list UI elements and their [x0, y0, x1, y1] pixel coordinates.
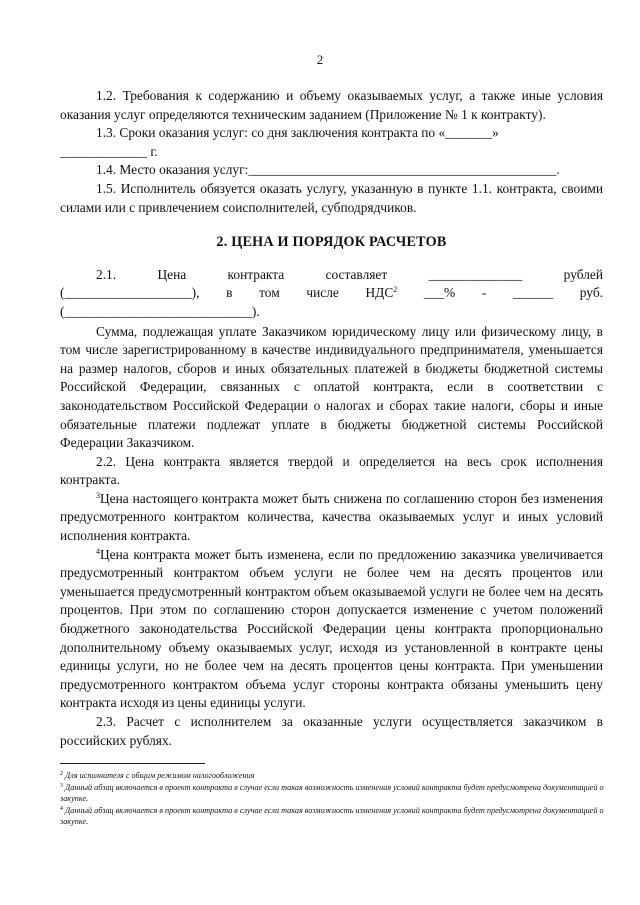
clause-1-5: 1.5. Исполнитель обязуется оказать услугу, указанную в пункте 1.1. контракта, своими силами или с привлечением соисполнителей, субподрядчиков. — [60, 180, 603, 215]
price-change-text: Цена контракта может быть изменена, если по предложению заказчика увеличивается предусмотренный контрактом объем услуги не более чем на десять процентов или уменьшается предусмотренный контрактом объем оказываемой услуги не более чем на десять процентов. При этом по соглашению сторон допускается изменение с учетом положений бюджетного законодательства Российской Федерации цены контракта пропорционально дополнительному объему оказываемых услуг, исходя из установленной в контракте цены единицы услуги, но не более чем на десять процентов цены контракта. При уменьшении предусмотренного контрактом объема услуг стороны контракта обязаны уменьшить цену контракта исходя из цены единицы услуги. — [60, 546, 603, 711]
page-number: 2 — [316, 52, 324, 67]
vat-text: НДС — [365, 285, 394, 301]
clause-2-1-word: том — [259, 285, 280, 301]
clause-1-3-quote: » — [492, 125, 499, 141]
clause-2-1-line-3: (____________________________). — [60, 303, 260, 319]
sum-paragraph: Сумма, подлежащая уплате Заказчиком юридическому лицу или физическому лицу, в том числе зарегистрированному в качестве индивидуального предпринимателя, уменьшается на размер налогов, сборов и иных обязательных платежей в бюджеты бюджетной системы Российской Федерации, связанных с оплатой контракта, если в соответствии с законодательством Российской Федерации о налогах и сборах такие налоги, сборы и иные обязательные платежи подлежат уплате в бюджеты бюджетной системы Российской Федерации Заказчиком. — [60, 323, 603, 451]
clause-2-1-word: рублей — [563, 266, 603, 282]
footnote-ref-4: 4 — [96, 546, 100, 556]
price-blank: ______________ — [428, 266, 523, 282]
vat-amount-blank: ______ — [512, 285, 554, 301]
dash: - — [481, 285, 487, 301]
vat-percent-blank: ___% — [423, 285, 456, 301]
clause-1-3-blank: _______ — [445, 125, 493, 141]
price-reduction-text: Цена настоящего контракта может быть снижена по соглашению сторон без изменения предусмотренного контрактом количества, качества оказываемых услуг и иных условий исполнения контракта. — [60, 490, 603, 544]
footnote-3 — [60, 782, 605, 805]
footnote-number: 3 — [60, 782, 63, 789]
footnote-4 — [60, 805, 605, 828]
clause-1-4: 1.4. Место оказания услуг:______________________________________________. — [96, 162, 560, 178]
clause-2-1-word: числе — [306, 285, 339, 301]
footnote-ref-3: 3 — [96, 490, 100, 500]
price-reduction-paragraph — [60, 490, 603, 546]
clause-2-1-word: в — [226, 285, 233, 301]
clause-2-1-word: составляет — [325, 266, 388, 282]
clause-2-1-word: Цена — [157, 266, 187, 282]
clause-2-1-word: руб. — [579, 285, 603, 301]
price-change-paragraph — [60, 546, 603, 713]
footnote-text: Данный абзац включается в проект контракта в случае если такая возможность изменения условий контракта будет предусмотрена документацией о закупке. — [60, 782, 604, 804]
clause-2-2: 2.2. Цена контракта является твердой и определяется на весь срок исполнения контракта. — [60, 453, 603, 488]
footnote-number: 4 — [60, 805, 63, 812]
clause-2-1-line-1 — [60, 266, 603, 285]
price-words-blank: (___________________), — [60, 285, 200, 301]
clause-1-2: 1.2. Требования к содержанию и объему оказываемых услуг, а также иные условия оказания услуг определяются техническим заданием (Приложение № 1 к контракту). — [60, 88, 603, 122]
clause-2-1-line-2 — [60, 284, 603, 303]
section-2-heading: 2. ЦЕНА И ПОРЯДОК РАСЧЕТОВ — [216, 234, 447, 251]
clause-1-3-date-line: _____________ г. — [60, 143, 158, 159]
footnote-text: Данный абзац включается в проект контракта в случае если такая возможность изменения условий контракта будет предусмотрена документацией о закупке. — [60, 805, 604, 827]
footnote-ref-2: 2 — [393, 285, 398, 295]
clause-1-3 — [60, 124, 603, 143]
clause-2-1-word: контракта — [227, 266, 285, 282]
footnote-separator — [60, 763, 205, 764]
footnotes — [60, 770, 605, 828]
document-body — [60, 87, 603, 750]
footnote-2 — [60, 770, 605, 782]
vat-label — [366, 284, 398, 303]
footnote-text: Для исполнителя с общим режимом налогообложения — [65, 771, 255, 780]
footnote-number: 2 — [60, 771, 63, 777]
clause-1-3-text: 1.3. Сроки оказания услуг: со дня заключения контракта по « — [96, 125, 446, 141]
clause-2-1-number: 2.1. — [96, 266, 117, 282]
clause-2-3: 2.3. Расчет с исполнителем за оказанные услуги осуществляется заказчиком в российских рублях. — [60, 714, 603, 748]
